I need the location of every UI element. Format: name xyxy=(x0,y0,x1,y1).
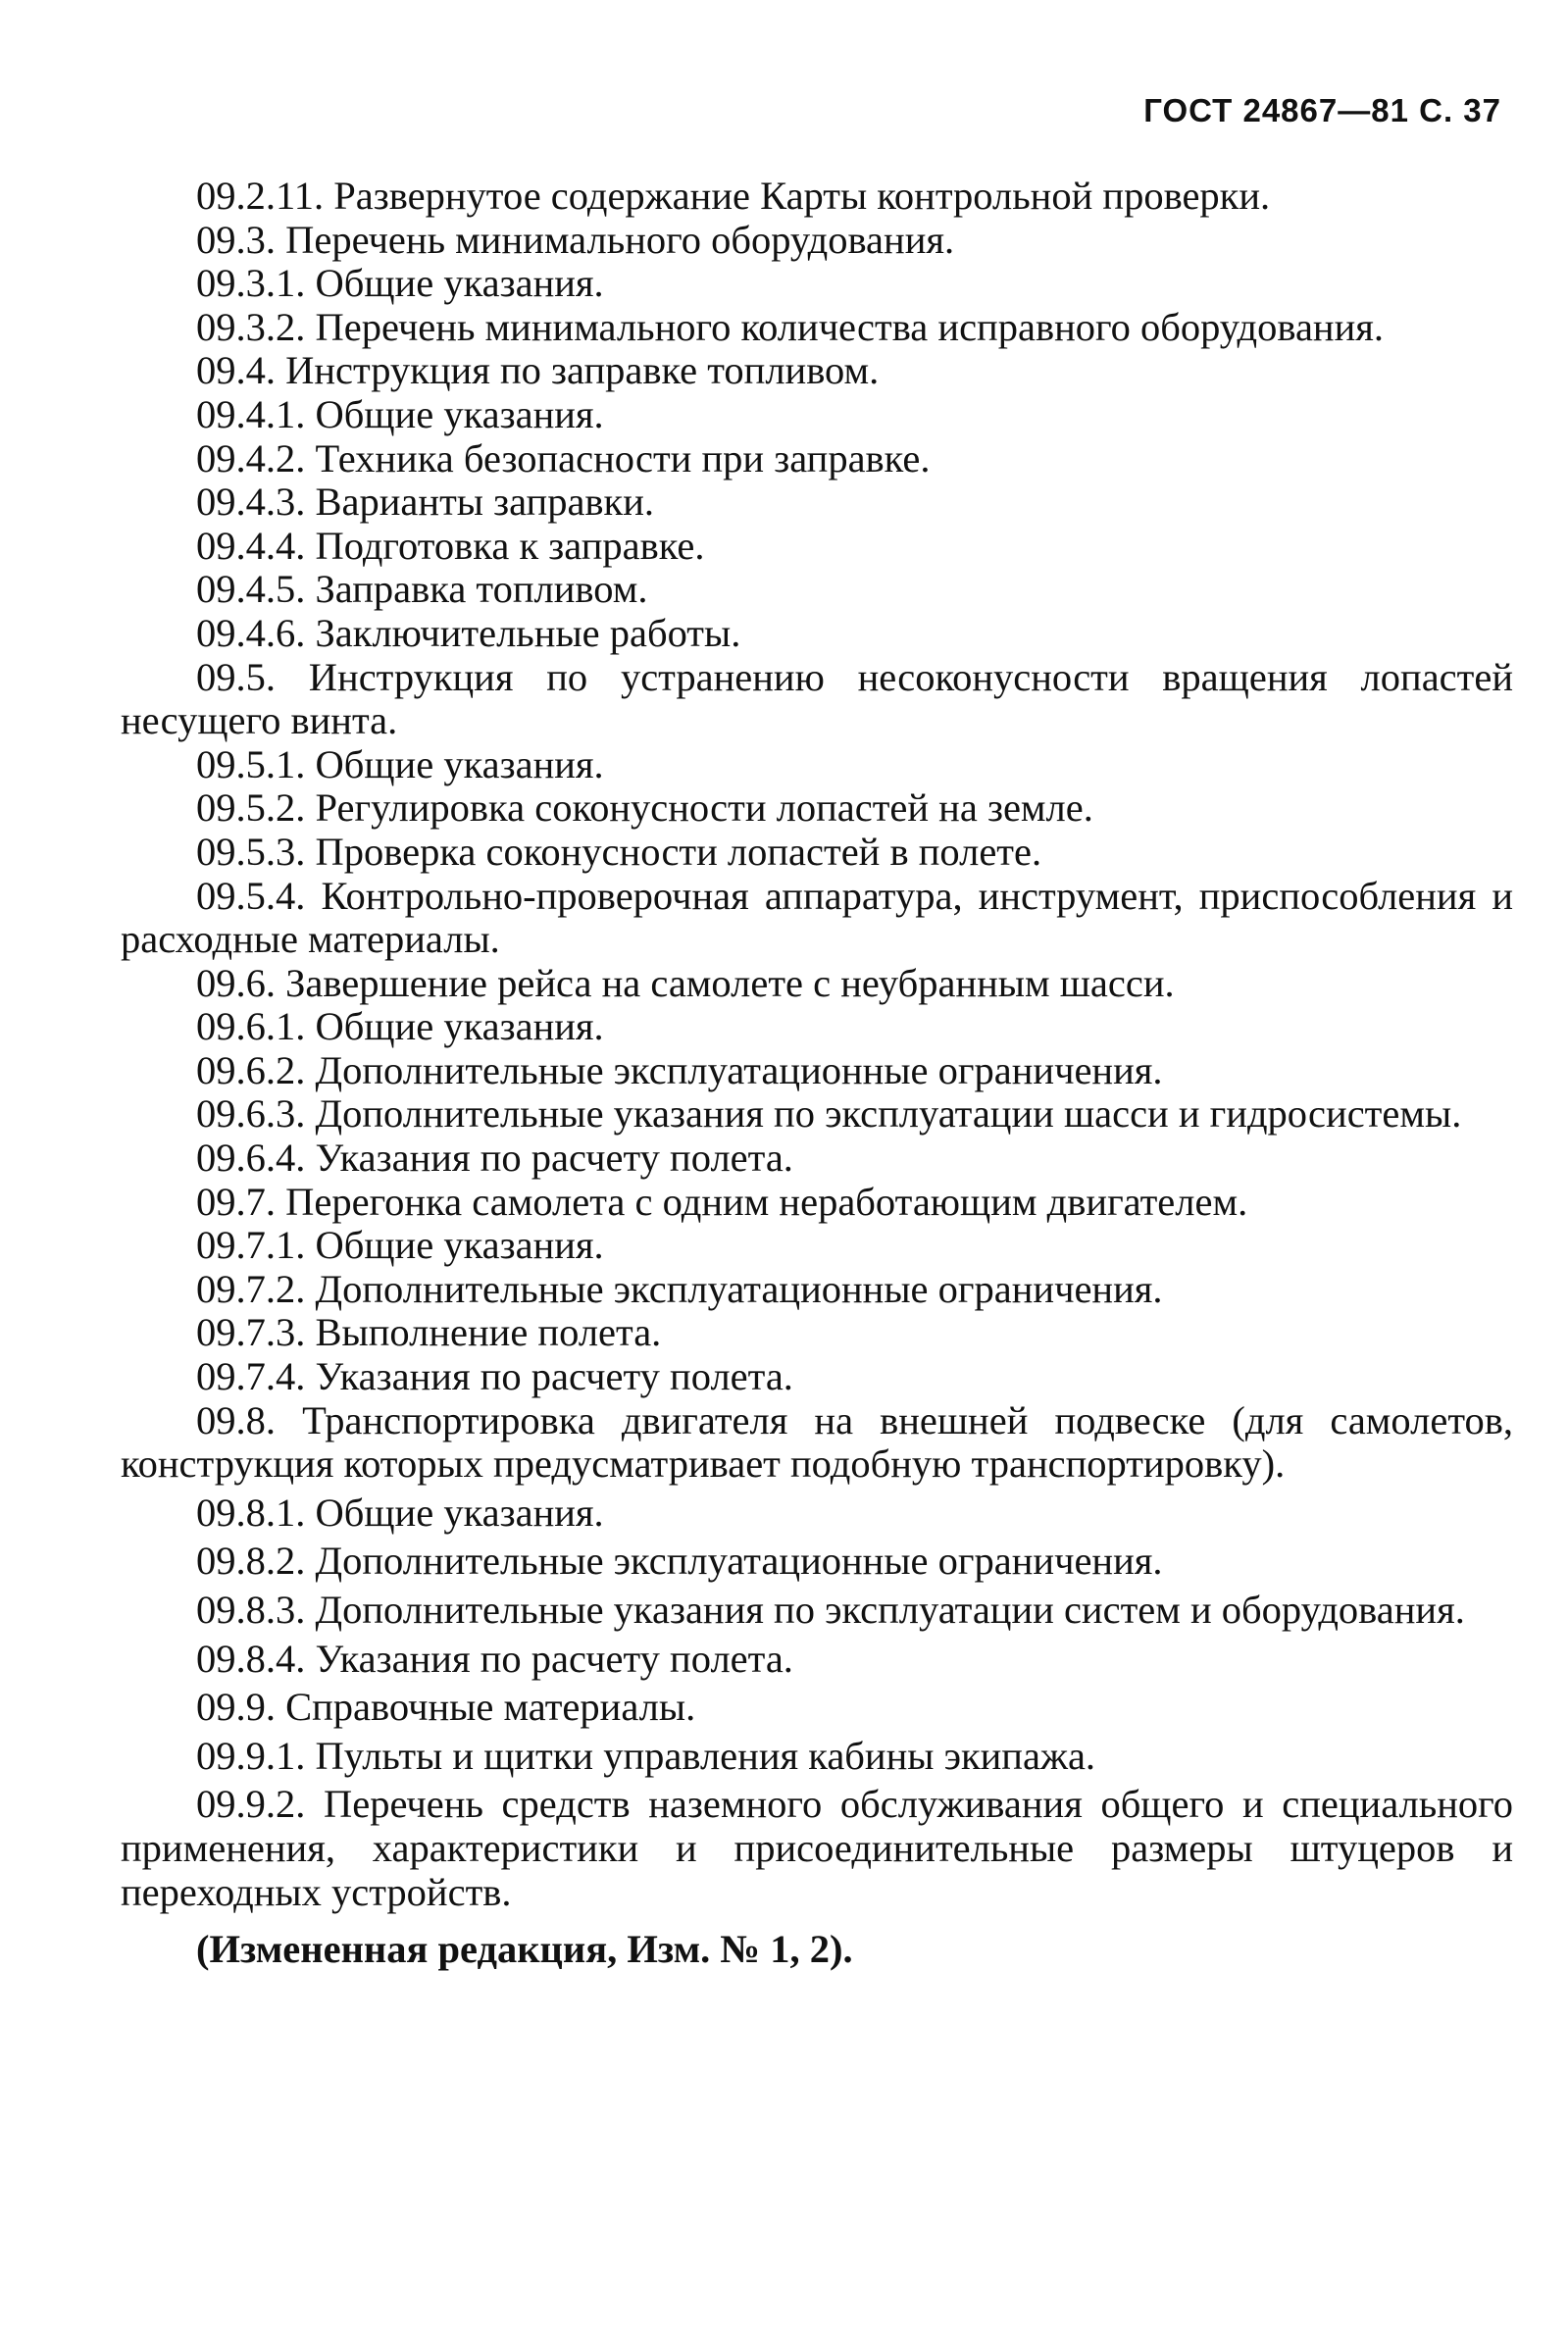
list-item: 09.2.11. Развернутое содержание Карты контрольной проверки. xyxy=(196,174,1271,218)
list-item: 09.4.4. Подготовка к заправке. xyxy=(196,523,705,568)
list-item: 09.8. Транспортировка двигателя на внешней подвеске (для самолетов, конструкция которых предусматривает подобную транспортировку). xyxy=(121,1397,1513,1487)
list-item: 09.3.2. Перечень минимального количества исправного оборудования. xyxy=(196,304,1385,349)
list-item: 09.9. Справочные материалы. xyxy=(196,1685,696,1730)
list-item: 09.6.4. Указания по расчету полета. xyxy=(196,1136,793,1181)
list-item: 09.8.1. Общие указания. xyxy=(196,1490,604,1535)
list-item: 09.5.3. Проверка соконусности лопастей в полете. xyxy=(196,829,1042,874)
list-item: 09.5.1. Общие указания. xyxy=(196,741,604,786)
list-item: 09.5.2. Регулировка соконусности лопастей на земле. xyxy=(196,785,1093,831)
list-item: 09.5.4. Контрольно-проверочная аппаратура, инструмент, приспособления и расходные материалы. xyxy=(121,873,1513,962)
list-item: 09.7.1. Общие указания. xyxy=(196,1223,604,1268)
list-item: 09.9.2. Перечень средств наземного обслуживания общего и специального применения, характеристики и присоединительные размеры штуцеров и переходных устройств. xyxy=(121,1782,1513,1914)
list-item: 09.7.3. Выполнение полета. xyxy=(196,1310,662,1355)
list-item: 09.6. Завершение рейса на самолете с неубранным шасси. xyxy=(196,960,1175,1005)
list-item: 09.7. Перегонка самолета с одним неработающим двигателем. xyxy=(196,1179,1248,1224)
list-item: 09.4.1. Общие указания. xyxy=(196,391,604,436)
list-item: 09.4.3. Варианты заправки. xyxy=(196,480,655,525)
list-item: 09.7.4. Указания по расчету полета. xyxy=(196,1354,793,1399)
list-item: 09.6.2. Дополнительные эксплуатационные ограничения. xyxy=(196,1047,1163,1092)
list-item: 09.4.6. Заключительные работы. xyxy=(196,610,741,655)
list-item: 09.4. Инструкция по заправке топливом. xyxy=(196,348,880,393)
page-header: ГОСТ 24867—81 С. 37 xyxy=(1143,92,1501,128)
list-item: 09.3. Перечень минимального оборудования. xyxy=(196,217,955,262)
list-item: 09.3.1. Общие указания. xyxy=(196,261,604,306)
list-item: 09.6.1. Общие указания. xyxy=(196,1004,604,1049)
list-item: 09.8.3. Дополнительные указания по эксплуатации систем и оборудования. xyxy=(196,1588,1465,1632)
amendment-note: (Измененная редакция, Изм. № 1, 2). xyxy=(196,1927,853,1972)
list-item: 09.8.4. Указания по расчету полета. xyxy=(196,1636,793,1681)
list-item: 09.5. Инструкция по устранению несоконусности вращения лопастей несущего винта. xyxy=(121,654,1513,743)
list-item: 09.6.3. Дополнительные указания по эксплуатации шасси и гидросистемы. xyxy=(196,1091,1462,1137)
list-item: 09.4.5. Заправка топливом. xyxy=(196,567,648,612)
list-item: 09.8.2. Дополнительные эксплуатационные ограничения. xyxy=(196,1539,1163,1584)
list-item: 09.4.2. Техника безопасности при заправке. xyxy=(196,435,931,480)
list-item: 09.7.2. Дополнительные эксплуатационные ограничения. xyxy=(196,1266,1163,1311)
document-body xyxy=(121,175,1513,1972)
list-item: 09.9.1. Пульты и щитки управления кабины экипажа. xyxy=(196,1733,1096,1778)
